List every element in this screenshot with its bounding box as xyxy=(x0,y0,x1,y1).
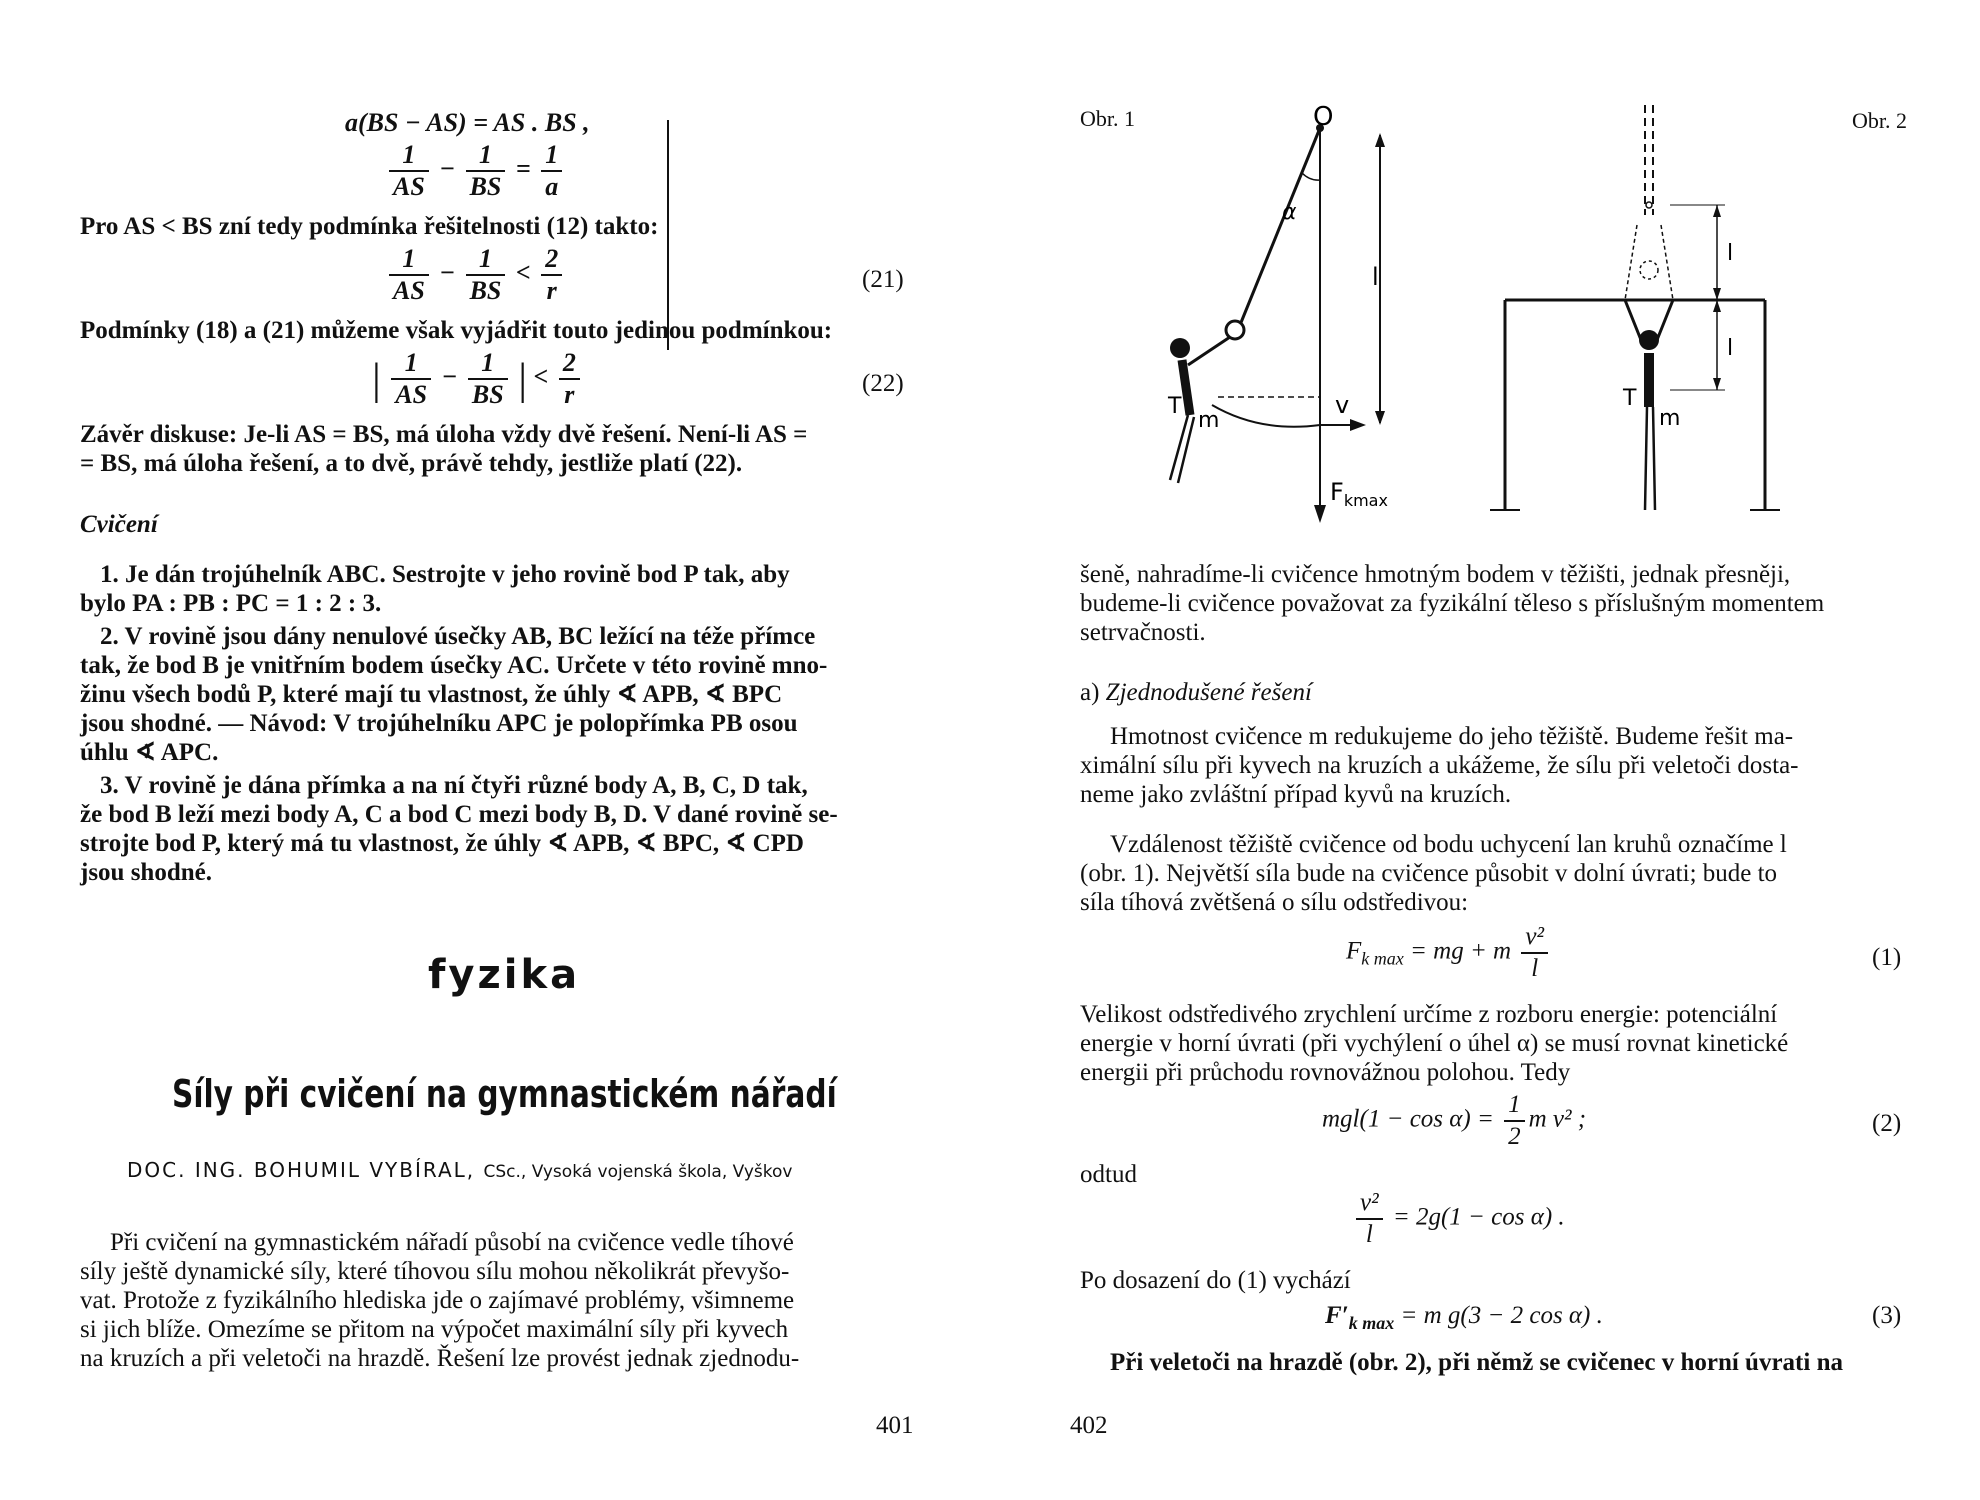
exercise-1-line-2: bylo PA : PB : PC = 1 : 2 : 3. xyxy=(80,590,382,617)
page-number-left: 401 xyxy=(876,1412,914,1439)
figure-1-label: Obr. 1 xyxy=(1080,106,1135,131)
exercise-2-line-2: tak, že bod B je vnitřním bodem úsečky AC. Určete v této rovině mno- xyxy=(80,652,828,679)
paragraph-1 xyxy=(1080,560,1910,647)
p3-line-3: síla tíhová zvětšená o sílu odstředivou: xyxy=(1080,889,1469,916)
intro-line-2: síly ještě dynamické síly, které tíhovou sílu mohou několikrát převyšo- xyxy=(80,1258,790,1285)
dim-arrow-1 xyxy=(1713,205,1721,217)
subheading-a xyxy=(1080,678,1312,707)
p1-line-3: setrvačnosti. xyxy=(1080,619,1206,646)
dim-arrow-4 xyxy=(1713,378,1721,390)
equation-21-number: (21) xyxy=(862,266,904,293)
gymnast-legs xyxy=(1170,415,1194,483)
lower-gymnast-legs xyxy=(1645,407,1655,510)
swing-arc xyxy=(1212,405,1320,427)
length-label: l xyxy=(1372,263,1379,291)
length-arrow-top xyxy=(1375,133,1385,147)
exercise-3-line-1: 3. V rovině je dána přímka a na ní čtyři různé body A, B, C, D tak, xyxy=(100,772,808,799)
p2-line-3: neme jako zvláštní případ kyvů na kruzích. xyxy=(1080,781,1512,808)
exercise-1-line-1: 1. Je dán trojúhelník ABC. Sestrojte v jeho rovině bod P tak, aby xyxy=(100,561,790,588)
p3-line-2: (obr. 1). Největší síla bude na cvičence působit v dolní úvrati; bude to xyxy=(1080,860,1778,887)
equation-3: $F'_{k max} = m$ g(3 − 2 cos α) . xyxy=(1325,1302,1603,1333)
equation-1: $F_{k max}$ = mg + m $\frac{\text{v²}}{l}$ xyxy=(1346,922,1552,984)
exercise-2-line-5: úhlu ∢ APC. xyxy=(80,739,219,766)
alpha-label: α xyxy=(1282,200,1297,225)
text-pro-condition: Pro AS < BS zní tedy podmínka řešitelnosti (12) takto: xyxy=(80,213,659,240)
mass-label-m: m xyxy=(1198,408,1220,433)
author-name: DOC. ING. BOHUMIL VYBÍRAL, xyxy=(127,1158,476,1182)
equation-1-number: (1) xyxy=(1872,944,1902,971)
figure-2-bar-diagram xyxy=(1495,95,1775,535)
intro-line-3: vat. Protože z fyzikálního hlediska jde o zajímavé problémy, všimneme xyxy=(80,1287,795,1314)
page-number-right: 402 xyxy=(1070,1412,1108,1439)
paragraph-3 xyxy=(1080,830,1910,917)
force-label: $F_{kmax}$ xyxy=(1330,478,1388,510)
subheading-a-title: Zjednodušené řešení xyxy=(1105,679,1312,706)
equation-3-number: (3) xyxy=(1872,1302,1902,1329)
upper-gymnast-head xyxy=(1640,261,1658,279)
equation-21: $\frac{1}{AS}$ − $\frac{1}{BS}$ < $\frac{2}{r}$ xyxy=(385,244,566,306)
article-title: Síly při cvičení na gymnastickém nářadí xyxy=(172,1072,837,1116)
text-podminky: Podmínky (18) a (21) můžeme však vyjádřit touto jedinou podmínkou: xyxy=(80,317,833,344)
p1-line-2: budeme-li cvičence považovat za fyzikální těleso s příslušným momentem xyxy=(1080,590,1825,617)
upper-centre-mark xyxy=(1646,202,1652,208)
paragraph-2 xyxy=(1080,722,1910,809)
force-arrow xyxy=(1314,505,1326,523)
text-odtud: odtud xyxy=(1080,1161,1137,1188)
velocity-label: v xyxy=(1335,391,1350,419)
p4-line-2: energie v horní úvrati (při vychýlení o úhel α) se musí rovnat kinetické xyxy=(1080,1030,1789,1057)
dim-arrow-3 xyxy=(1713,300,1721,312)
figure-2-label: Obr. 2 xyxy=(1852,108,1907,133)
equation-2b: $\frac{\text{v²}}{l}$ = 2g(1 − cos α) . xyxy=(1352,1188,1565,1250)
equation-top-2: $\frac{1}{AS}$ − $\frac{1}{BS}$ = $\frac{1}{a}$ xyxy=(385,140,566,202)
velocity-arrow xyxy=(1350,419,1366,431)
right-page xyxy=(990,0,1980,1500)
text-po-dosazeni: Po dosazení do (1) vychází xyxy=(1080,1267,1351,1294)
subheading-a-prefix: a) xyxy=(1080,679,1100,706)
figure-1-rings-diagram xyxy=(1170,95,1450,535)
upper-length-label: l xyxy=(1727,241,1734,266)
p4-line-3: energii při průchodu rovnovážnou polohou. Tedy xyxy=(1080,1059,1571,1086)
intro-paragraph xyxy=(80,1228,912,1373)
lower-gymnast-head xyxy=(1639,330,1659,350)
author-affiliation: CSc., Vysoká vojenská škola, Vyškov xyxy=(483,1162,793,1182)
paragraph-5: Při veletoči na hrazdě (obr. 2), při němž se cvičenec v horní úvrati na xyxy=(1110,1349,1843,1376)
upper-gymnast-legs xyxy=(1645,105,1653,215)
section-heading: fyzika xyxy=(428,952,581,998)
gymnast-arm xyxy=(1188,337,1230,365)
equation-22: | $\frac{1}{AS}$ − $\frac{1}{BS}$ | < $\frac{2}{r}$ xyxy=(372,348,584,410)
exercise-3-line-3: strojte bod P, který má tu vlastnost, že úhly ∢ APB, ∢ BPC, ∢ CPD xyxy=(80,830,804,857)
text-zaver-1: Závěr diskuse: Je-li AS = BS, má úloha vždy dvě řešení. Není-li AS = xyxy=(80,421,808,448)
p1-line-1: šeně, nahradíme-li cvičence hmotným bodem v těžišti, jednak přesněji, xyxy=(1080,561,1791,588)
author-line xyxy=(127,1158,792,1182)
gymnast-head xyxy=(1170,338,1190,358)
centre-of-mass-label-t2: T xyxy=(1623,386,1637,411)
intro-line-5: na kruzích a při veletoči na hrazdě. Řešení lze provést jednak zjednodu- xyxy=(80,1345,800,1372)
pivot-label-o: O xyxy=(1313,102,1334,132)
rope-line xyxy=(1240,128,1320,325)
exercise-3-line-4: jsou shodné. xyxy=(80,859,212,886)
equation-2-number: (2) xyxy=(1872,1110,1902,1137)
text-zaver-2: = BS, má úloha řešení, a to dvě, právě tehdy, jestliže platí (22). xyxy=(80,450,743,477)
lower-length-label: l xyxy=(1727,336,1734,361)
p4-line-1: Velikost odstředivého zrychlení určíme z rozboru energie: potenciální xyxy=(1080,1001,1778,1028)
intro-line-1: Při cvičení na gymnastickém nářadí působí na cvičence vedle tíhové xyxy=(110,1229,794,1256)
gymnast-body xyxy=(1182,360,1190,415)
intro-line-4: si jich blíže. Omezíme se přitom na výpočet maximální síly při kyvech xyxy=(80,1316,789,1343)
equation-22-number: (22) xyxy=(862,370,904,397)
equation-top-1: a(BS − AS) = AS . BS , xyxy=(345,108,590,137)
exercise-2-line-1: 2. V rovině jsou dány nenulové úsečky AB, BC ležící na téže přímce xyxy=(100,623,816,650)
length-arrow-bottom xyxy=(1375,411,1385,425)
centre-of-mass-label-t: T xyxy=(1168,394,1182,419)
mass-label-m2: m xyxy=(1659,406,1681,431)
equation-2: mgl(1 − cos α) = $\frac{1}{2}$ m v² ; xyxy=(1322,1091,1587,1150)
angle-arc xyxy=(1302,173,1320,180)
p2-line-2: ximální sílu při kyvech na kruzích a ukážeme, že sílu při veletoči dosta- xyxy=(1080,752,1799,779)
upper-gymnast-arms xyxy=(1625,225,1673,300)
p2-line-1: Hmotnost cvičence m redukujeme do jeho těžiště. Budeme řešit ma- xyxy=(1110,723,1794,750)
exercise-3-line-2: že bod B leží mezi body A, C a bod C mezi body B, D. V dané rovině se- xyxy=(80,801,838,828)
dim-arrow-2 xyxy=(1713,288,1721,300)
cviceni-heading: Cvičení xyxy=(80,511,158,538)
p3-line-1: Vzdálenost těžiště cvičence od bodu uchycení lan kruhů označíme l xyxy=(1110,831,1787,858)
exercise-2-line-3: žinu všech bodů P, které mají tu vlastnost, že úhly ∢ APB, ∢ BPC xyxy=(80,681,783,708)
paragraph-4 xyxy=(1080,1000,1910,1087)
exercise-2-line-4: jsou shodné. — Návod: V trojúhelníku APC je polopřímka PB osou xyxy=(80,710,798,737)
